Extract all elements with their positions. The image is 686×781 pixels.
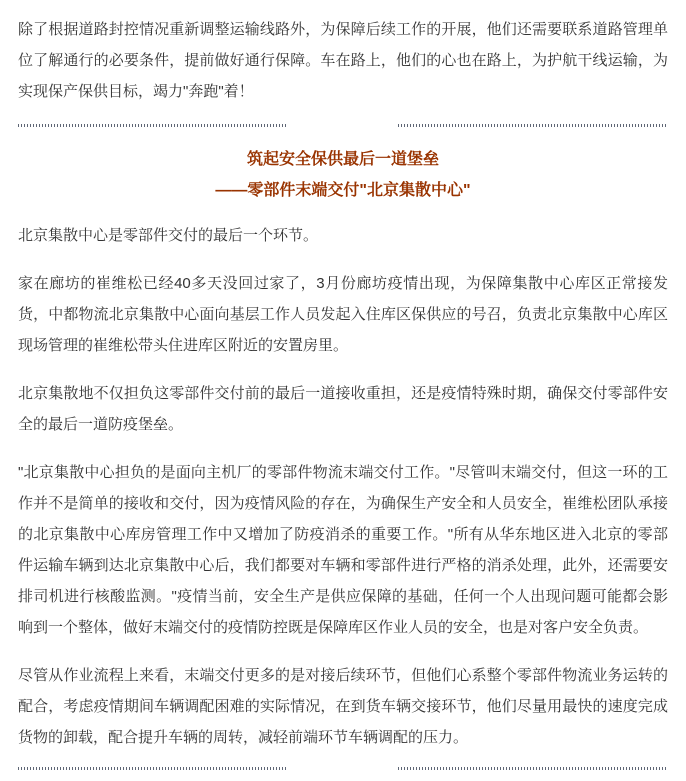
divider-segment-right bbox=[398, 124, 668, 127]
paragraph-cui-weisong: 家在廊坊的崔维松已经40多天没回过家了，3月份廊坊疫情出现，为保障集散中心库区正常接发货，中都物流北京集散中心面向基层工作人员发起入住库区保供应的号召，负责北京集散中心库区现场管理的崔维松带头住进库区附近的安置房里。 bbox=[18, 275, 668, 354]
section-subtitle: ——零部件末端交付"北京集散中心" bbox=[215, 182, 471, 199]
paragraph-fortress: 北京集散地不仅担负这零部件交付前的最后一道接收重担，还是疫情特殊时期，确保交付零部件安全的最后一道防疫堡垒。 bbox=[18, 385, 668, 433]
dotted-divider-top bbox=[18, 124, 668, 127]
paragraph-delivery-work: "北京集散中心担负的是面向主机厂的零部件物流末端交付工作。"尽管叫末端交付，但这一环的工作并不是简单的接收和交付，因为疫情风险的存在，为确保生产安全和人员安全，崔维松团队承接的北京集散中心库房管理工作中又增加了防疫消杀的重要工作。"所有从华东地区进入北京的零部件运输车辆到达北京集散中心后，我们都要对车辆和零部件进行严格的消杀处理，此外，还需要安排司机进行核酸监测。"疫情当前，安全生产是供应保障的基础，任何一个人出现问题可能都会影响到一个整体，做好末端交付的疫情防控既是保障库区作业人员的安全，也是对客户安全负责。 bbox=[18, 464, 668, 636]
divider-segment-left bbox=[18, 767, 288, 770]
divider-segment-left bbox=[18, 124, 288, 127]
divider-segment-right bbox=[398, 767, 668, 770]
section-title: 筑起安全保供最后一道堡垒 bbox=[246, 151, 439, 168]
paragraph-intro: 除了根据道路封控情况重新调整运输线路外，为保障后续工作的开展，他们还需要联系道路管理单位了解通行的必要条件，提前做好通行保障。车在路上，他们的心也在路上，为护航干线运输，为实现保产保供目标，竭力"奔跑"着！ bbox=[18, 21, 668, 100]
paragraph-overview: 北京集散中心是零部件交付的最后一个环节。 bbox=[18, 227, 319, 244]
dotted-divider-bottom bbox=[18, 767, 668, 770]
paragraph-workflow: 尽管从作业流程上来看，末端交付更多的是对接后续环节，但他们心系整个零部件物流业务运转的配合，考虑疫情期间车辆调配困难的实际情况，在到货车辆交接环节，他们尽量用最快的速度完成货物的卸载，配合提升车辆的周转，减轻前端环节车辆调配的压力。 bbox=[18, 667, 668, 746]
